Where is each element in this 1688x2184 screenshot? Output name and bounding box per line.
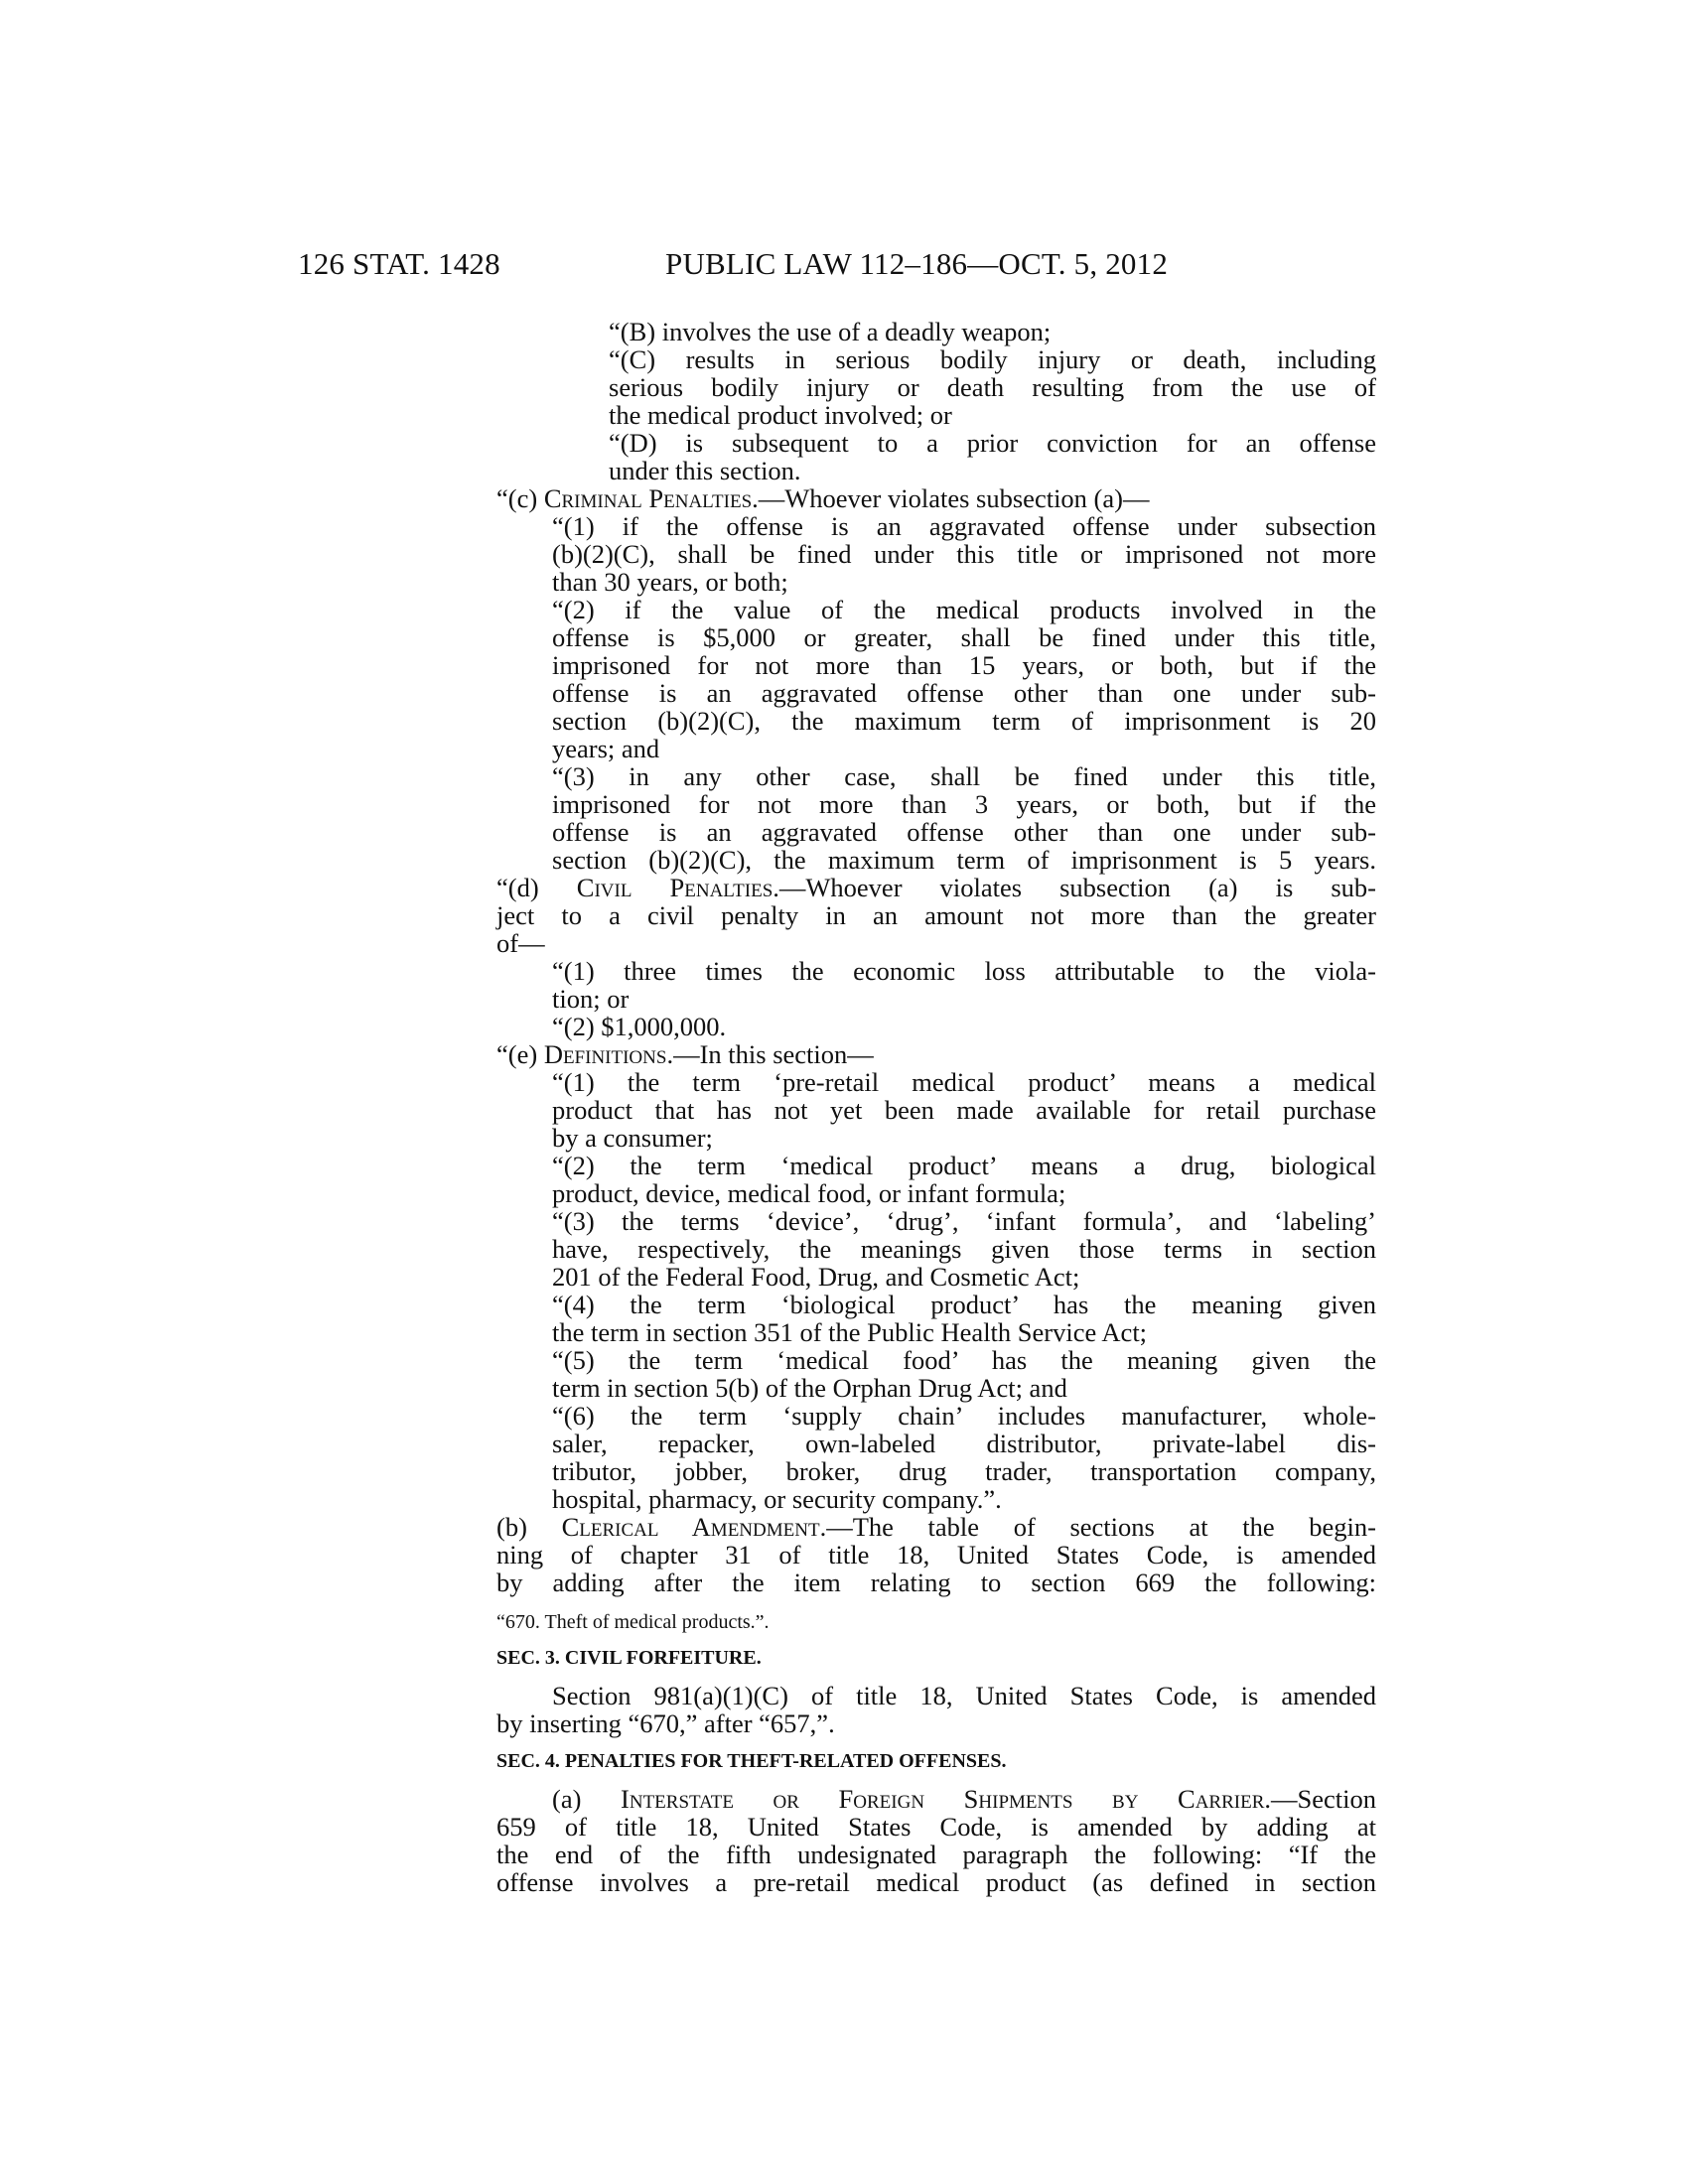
- text-line: “(1) three times the economic loss attributable to the viola-: [552, 956, 1376, 986]
- text-line: Section 981(a)(1)(C) of title 18, United States Code, is amended: [552, 1681, 1376, 1710]
- text-line: offense involves a pre-retail medical product (as defined in section: [496, 1867, 1376, 1897]
- text-line: imprisoned for not more than 3 years, or both, but if the: [552, 789, 1376, 819]
- text-line: “(1) if the offense is an aggravated offense under subsection: [552, 511, 1376, 541]
- text-line: years; and: [552, 734, 660, 763]
- text-line: “(3) in any other case, shall be fined under this title,: [552, 761, 1376, 791]
- subsection-heading: Criminal Penalties: [543, 483, 753, 513]
- text-line: offense is $5,000 or greater, shall be fined under this title,: [552, 622, 1376, 652]
- text-line: 201 of the Federal Food, Drug, and Cosmetic Act;: [552, 1262, 1080, 1292]
- text-line: have, respectively, the meanings given those terms in section: [552, 1234, 1376, 1264]
- text-line: product that has not yet been made available for retail purchase: [552, 1095, 1376, 1125]
- text-line: the medical product involved; or: [609, 400, 952, 430]
- statute-text: [496, 318, 1376, 1896]
- text-line: “(4) the term ‘biological product’ has the meaning given: [552, 1290, 1376, 1319]
- subsection-heading: Clerical Amendment: [561, 1512, 820, 1542]
- text-line: (b)(2)(C), shall be fined under this title or imprisoned not more: [552, 539, 1376, 569]
- text-line: “(3) the terms ‘device’, ‘drug’, ‘infant formula’, and ‘labeling’: [552, 1206, 1376, 1236]
- subsection-heading: Definitions: [543, 1039, 667, 1069]
- text-line: “(2) the term ‘medical product’ means a drug, biological: [552, 1151, 1376, 1180]
- text-line: section (b)(2)(C), the maximum term of imprisonment is 20: [552, 706, 1376, 736]
- subsection-heading-line: “(d) Civil Penalties.—Whoever violates subsection (a) is sub-: [496, 873, 1376, 902]
- text-line: offense is an aggravated offense other than one under sub-: [552, 817, 1376, 847]
- text-line: saler, repacker, own-labeled distributor, private-label dis-: [552, 1429, 1376, 1458]
- text-line: offense is an aggravated offense other than one under sub-: [552, 678, 1376, 708]
- text-line: the end of the fifth undesignated paragraph the following: “If the: [496, 1840, 1376, 1869]
- section-heading: SEC. 3. CIVIL FORFEITURE.: [496, 1647, 762, 1669]
- text-line: ning of chapter 31 of title 18, United States Code, is amended: [496, 1540, 1376, 1570]
- text-line: tion; or: [552, 984, 630, 1014]
- text-line: “(1) the term ‘pre-retail medical product’ means a medical: [552, 1067, 1376, 1097]
- text-line: by inserting “670,” after “657,”.: [496, 1708, 835, 1738]
- text-line: serious bodily injury or death resulting from the use of: [609, 372, 1376, 402]
- text-line: product, device, medical food, or infant formula;: [552, 1178, 1066, 1208]
- text-line: hospital, pharmacy, or security company.”.: [552, 1484, 1002, 1514]
- text-line: term in section 5(b) of the Orphan Drug Act; and: [552, 1373, 1067, 1403]
- text-line: by adding after the item relating to section 669 the following:: [496, 1568, 1376, 1597]
- table-of-sections-entry: “670. Theft of medical products.”.: [496, 1611, 770, 1633]
- subsection-heading-line: (b) Clerical Amendment.—The table of sections at the begin-: [496, 1512, 1376, 1542]
- text-line: by a consumer;: [552, 1123, 713, 1153]
- subsection-heading: Interstate or Foreign Shipments by Carrier: [621, 1784, 1265, 1814]
- text-line: “(5) the term ‘medical food’ has the meaning given the: [552, 1345, 1376, 1375]
- text-line: under this section.: [609, 456, 801, 485]
- text-line: the term in section 351 of the Public Health Service Act;: [552, 1317, 1148, 1347]
- text-line: ject to a civil penalty in an amount not more than the greater: [496, 900, 1376, 930]
- text-line: section (b)(2)(C), the maximum term of imprisonment is 5 years.: [552, 845, 1376, 875]
- text-line: than 30 years, or both;: [552, 567, 788, 597]
- text-line: “(6) the term ‘supply chain’ includes manufacturer, whole-: [552, 1401, 1376, 1431]
- text-line: imprisoned for not more than 15 years, or both, but if the: [552, 650, 1376, 680]
- page-stat-citation: 126 STAT. 1428: [298, 246, 500, 281]
- subsection-heading-line: “(e) Definitions.—In this section—: [496, 1039, 874, 1069]
- subsection-heading: Civil Penalties: [576, 873, 774, 902]
- text-line: of—: [496, 928, 545, 958]
- text-line: “(B) involves the use of a deadly weapon;: [609, 317, 1052, 346]
- page-running-title: PUBLIC LAW 112–186—OCT. 5, 2012: [665, 246, 1169, 281]
- subsection-heading-line: “(c) Criminal Penalties.—Whoever violates subsection (a)—: [496, 483, 1150, 513]
- text-line: “(C) results in serious bodily injury or death, including: [609, 344, 1376, 374]
- text-line: tributor, jobber, broker, drug trader, transportation company,: [552, 1456, 1376, 1486]
- text-line: “(2) if the value of the medical products involved in the: [552, 595, 1376, 624]
- subsection-heading-line: (a) Interstate or Foreign Shipments by Carrier.—Section: [552, 1784, 1376, 1814]
- text-line: 659 of title 18, United States Code, is amended by adding at: [496, 1812, 1376, 1842]
- text-line: “(2) $1,000,000.: [552, 1012, 727, 1041]
- text-line: “(D) is subsequent to a prior conviction for an offense: [609, 428, 1376, 458]
- section-heading: SEC. 4. PENALTIES FOR THEFT-RELATED OFFENSES.: [496, 1750, 1007, 1772]
